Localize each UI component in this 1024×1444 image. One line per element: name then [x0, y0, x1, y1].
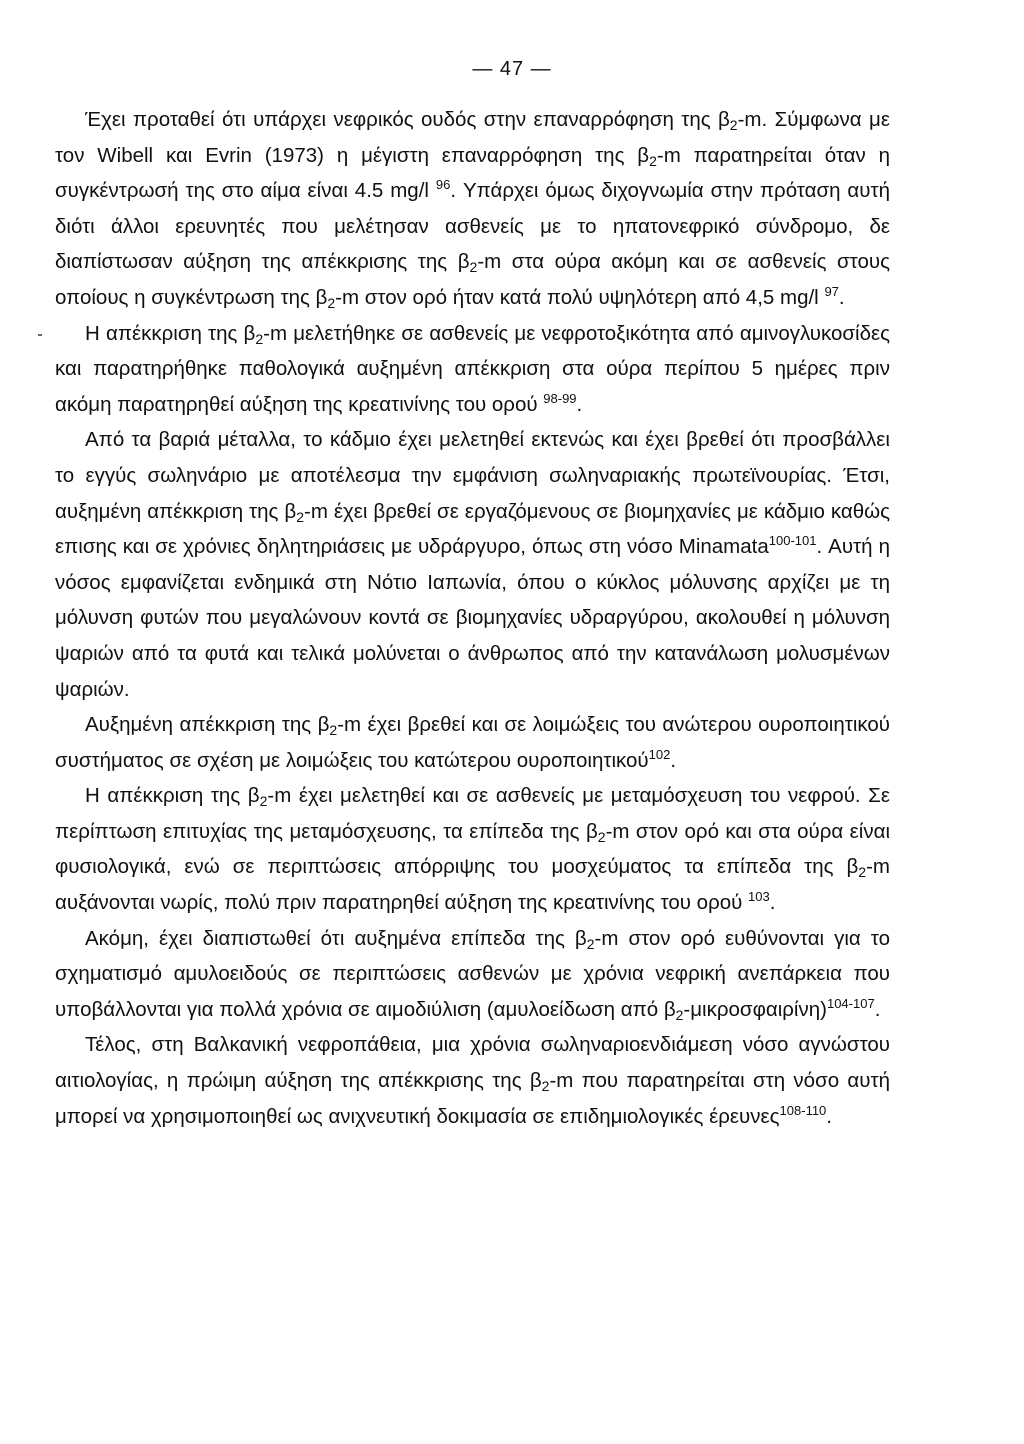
text-run: -m έχει βρεθεί σε εργαζόμενους σε βιομηχανίες με κάδμιο καθώς επισης και σε χρόνιες δηλητηριάσεις με υδράργυρο, όπως στη νόσο Minamata	[55, 499, 891, 559]
text-run: .	[576, 392, 583, 416]
text-run: -m παρατηρείται όταν η συγκέντρωσή της στο αίμα είναι 4.5 mg/l	[55, 143, 890, 203]
subscript: 2	[469, 259, 478, 276]
text-run: -m έχει μελετηθεί και σε ασθενείς με μεταμόσχευση του νεφρού. Σε περίπτωση επιτυχίας της μεταμόσχευσης, τα επίπεδα της β	[55, 784, 890, 843]
citation-superscript: 100-101	[768, 533, 817, 549]
subscript: 2	[586, 935, 595, 952]
subscript: 2	[259, 793, 268, 810]
text-run: -μικροσφαιρίνη)	[683, 997, 827, 1021]
text-run: -m μελετήθηκε σε ασθενείς με νεφροτοξικότητα από αμινογλυκοσίδες και παρατηρήθηκε παθολογικά αυξημένη απέκκριση στα ούρα περίπου 5 ημέρες πριν ακόμη παρατηρηθεί αύξηση της κρεατινίνης του ορού	[55, 321, 890, 416]
text-run: -m στον ορό και στα ούρα είναι φυσιολογικά, ενώ σε περιπτώσεις απόρριψης του μοσχεύματος τα επίπεδα της β	[55, 819, 891, 879]
text-run: .	[838, 285, 845, 309]
body-text	[55, 102, 890, 1134]
citation-superscript: 96	[435, 177, 451, 193]
text-run: -m. Σύμφωνα με τον Wibell και Evrin (1973) η μέγιστη επαναρρόφηση της β	[55, 108, 890, 167]
subscript: 2	[255, 330, 264, 347]
text-run: Τέλος, στη Βαλκανική νεφροπάθεια, μια χρόνια σωληναριοενδιάμεση νόσο αγνώστου αιτιολογίας, η πρώιμη αύξηση της απέκκρισης της β	[55, 1033, 890, 1093]
paragraph	[55, 707, 890, 778]
text-run: -m στον ορό ευθύνονται για το σχηματισμό αμυλοειδούς σε περιπτώσεις ασθενών με χρόνια νεφρική ανεπάρκεια που υποβάλλονται για πολλά χρόνια σε αιμοδιύλιση (αμυλοείδωση από β	[55, 926, 890, 1021]
subscript: 2	[541, 1078, 550, 1095]
text-run: -m στον ορό ήταν κατά πολύ υψηλότερη από 4,5 mg/l	[335, 285, 825, 309]
text-run: .	[769, 891, 776, 915]
subscript: 2	[296, 508, 304, 525]
subscript: 2	[649, 152, 657, 169]
paragraph	[55, 778, 890, 920]
text-run: . Αυτή η νόσος εμφανίζεται ενδημικά στη Νότιο Ιαπωνία, όπου ο κύκλος μόλυνσης αρχίζει με τη μόλυνση φυτών που μεγαλώνουν κοντά σε βιομηχανίες υδραργύρου, ακολουθεί η μόλυνση ψαριών από τα φυτά και τελικά μολύνεται ο άνθρωπος από την κατανάλωση μολυσμένων ψαριών.	[55, 535, 890, 701]
subscript: 2	[597, 828, 606, 845]
text-run: -m αυξάνονται νωρίς, πολύ πριν παρατηρηθεί αύξηση της κρεατινίνης του ορού	[55, 855, 890, 915]
text-run: . Υπάρχει όμως διχογνωμία στην πρόταση αυτή διότι άλλοι ερευνητές που μελέτησαν ασθενείς με το ηπατονεφρικό σύνδρομο, δε διαπίστωσαν αύξηση της απέκκρισης της β	[55, 179, 890, 274]
text-run: Αυξημένη απέκκριση της β	[85, 713, 330, 737]
paragraph	[55, 102, 890, 316]
text-run: Ακόμη, έχει διαπιστωθεί ότι αυξημένα επίπεδα της β	[85, 926, 587, 950]
subscript: 2	[729, 117, 738, 133]
citation-superscript: 103	[748, 889, 770, 905]
text-run: .	[826, 1104, 832, 1128]
subscript: 2	[858, 864, 867, 881]
citation-superscript: 108-110	[779, 1102, 827, 1118]
citation-superscript: 102	[648, 746, 671, 762]
text-run: -m στα ούρα ακόμη και σε ασθενείς στους οποίους η συγκέντρωση της β	[55, 250, 890, 309]
subscript: 2	[675, 1006, 684, 1023]
text-run: .	[670, 748, 677, 772]
paragraph	[55, 422, 890, 707]
text-run: -m έχει βρεθεί και σε λοιμώξεις του ανώτερου ουροποιητικού συστήματος σε σχέση με λοιμώξεις του κατώτερου ουροποιητικού	[55, 713, 891, 772]
text-run: Έχει προταθεί ότι υπάρχει νεφρικός ουδός στην επαναρρόφηση της β	[85, 108, 730, 131]
citation-superscript: 97	[824, 283, 839, 299]
page-number: — 47 —	[472, 58, 552, 80]
subscript: 2	[329, 722, 338, 739]
margin-mark	[38, 334, 42, 336]
paragraph	[55, 316, 890, 423]
text-run: .	[874, 997, 881, 1021]
text-run: -m που παρατηρείται στη νόσο αυτή μπορεί να χρησιμοποιηθεί ως ανιχνευτική δοκιμασία σε επιδημιολογικές έρευνες	[55, 1069, 890, 1128]
subscript: 2	[327, 294, 336, 311]
citation-superscript: 104-107	[826, 995, 875, 1011]
text-run: Η απέκκριση της β	[85, 321, 256, 345]
paragraph	[55, 921, 890, 1028]
citation-superscript: 98-99	[543, 390, 577, 406]
paragraph	[55, 1027, 890, 1134]
text-run: Η απέκκριση της β	[85, 784, 260, 808]
text-run: Από τα βαριά μέταλλα, το κάδμιο έχει μελετηθεί εκτενώς και έχει βρεθεί ότι προσβάλλει το εγγύς σωληνάριο με αποτέλεσμα την εμφάνιση σωληναριακής πρωτεϊνουρίας. Έτσι, αυξημένη απέκκριση της β	[55, 428, 890, 523]
